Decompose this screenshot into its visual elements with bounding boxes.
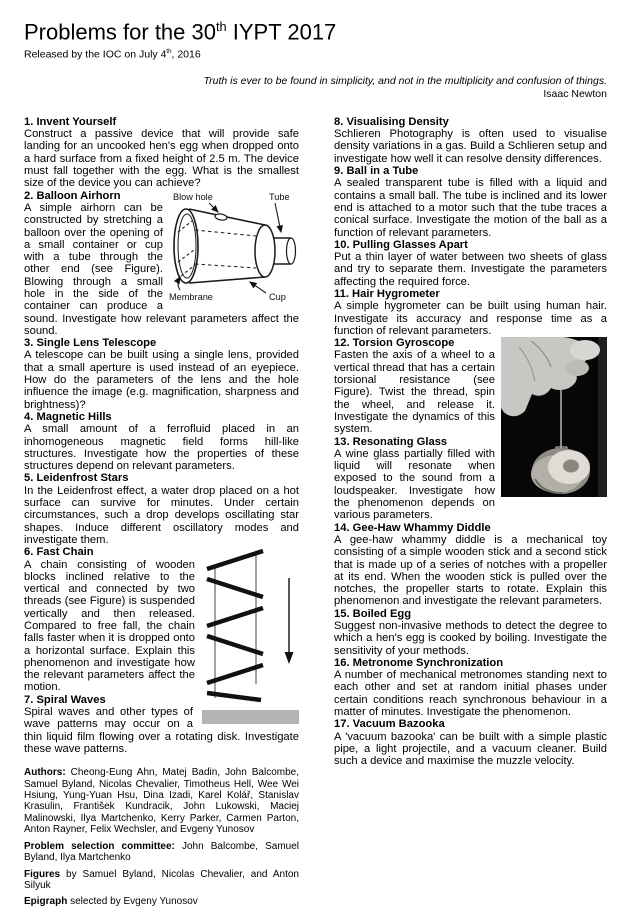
epigraph-quote: Truth is ever to be found in simplicity, and not in the multiplicity and confusion of things. — [203, 74, 607, 87]
credit-epigraph — [24, 896, 299, 907]
problem-17 — [334, 718, 607, 767]
two-column-layout — [24, 116, 607, 913]
problem-10-body: Put a thin layer of water between two sheets of glass and try to separate them. Investigate the parameters affecting the required force. — [334, 251, 607, 288]
problem-2-heading: 2. Balloon Airhorn — [24, 189, 121, 202]
credit-figures-label: Figures — [24, 868, 61, 880]
problem-1-body: Construct a passive device that will provide safe landing for an uncooked hen's egg when dropped onto a hard surface from a fixed height of 2.5 m. The device must fall together with the egg. What is the smallest size of the device you can achieve? — [24, 128, 299, 190]
problem-2 — [24, 190, 299, 338]
problem-16 — [334, 657, 607, 718]
airhorn-label-cup: Cup — [269, 291, 286, 302]
problem-8 — [334, 116, 607, 165]
page-title — [24, 14, 607, 45]
problem-1 — [24, 116, 299, 190]
credit-epigraph-label: Epigraph — [24, 896, 68, 908]
credit-authors-text: Cheong-Eung Ahn, Matej Badin, John Balcombe, Samuel Byland, Nicolas Chevalier, Timotheus Hell, Wee Wei Hsiung, Yung-Yuan Hsu, Dina Izadi, Karel Kolář, Stanislav Krasulin, František Kundracik, John Lukowski, Maciej Malinowski, Ilya Martchenko, Kerry Parker, Carmen Parton, Anton Rayner, Felix Wechsler, and Evgeny Yunosov — [24, 767, 299, 836]
problem-9 — [334, 165, 607, 239]
problem-9-body: A sealed transparent tube is filled with a liquid and contains a small ball. The tube is inclined and its lower end is attached to a motor such that the tube traces a conical surface. Investigate the motion of the ball as a function of relevant parameters. — [334, 177, 607, 239]
problem-8-heading: 8. Visualising Density — [334, 115, 449, 128]
problem-15 — [334, 608, 607, 657]
problem-17-heading: 17. Vacuum Bazooka — [334, 718, 445, 731]
problem-7-body: Spiral waves and other types of wave patterns may occur on a thin liquid film flowing over a rotating disk. Investigate these wave patterns. — [24, 706, 299, 755]
problem-17-body: A 'vacuum bazooka' can be built with a simple plastic pipe, a light projectile, and a vacuum cleaner. Build such a device and maximise the muzzle velocity. — [334, 730, 607, 768]
problem-5-body: In the Leidenfrost effect, a water drop placed on a hot surface can survive for minutes. Under certain circumstances, such a drop develops oscillating star shapes. Induce different oscillatory modes and investigate them. — [24, 484, 299, 546]
credit-epigraph-text: selected by Evgeny Yunosov — [67, 896, 198, 908]
airhorn-label-blow-hole: Blow hole — [173, 191, 213, 202]
problem-4-body: A small amount of a ferrofluid placed in an inhomogeneous magnetic field forms hill-like structures. Investigate how the properties of these structures depend on relevant parameters. — [24, 423, 299, 473]
airhorn-label-tube: Tube — [269, 191, 290, 202]
problem-9-heading: 9. Ball in a Tube — [334, 165, 419, 178]
problem-2-body: A simple airhorn can be constructed by stretching a balloon over the opening of a small container or cup with a tube through the other end (see Figure). Blowing through a small hole in the side of the container can produce a sound. Investigate how relevant parameters affect the sound. — [24, 201, 299, 337]
problem-12 — [334, 337, 607, 435]
credit-figures — [24, 869, 299, 892]
problem-6-heading: 6. Fast Chain — [24, 546, 94, 559]
problem-7-heading: 7. Spiral Waves — [24, 693, 106, 706]
credit-authors-label: Authors: — [24, 767, 66, 779]
problem-13-heading: 13. Resonating Glass — [334, 435, 448, 448]
problem-11-heading: 11. Hair Hygrometer — [334, 287, 440, 300]
credit-committee-text: John Balcombe, Samuel Byland, Ilya Martchenko — [24, 840, 299, 864]
problem-6-body: A chain consisting of wooden blocks inclined relative to the vertical and connected by two threads (see Figure) is suspended vertically and then released. Compared to free fall, the chain falls faster when it is dropped onto a horizontal surface. Explain this phenomenon and investigate how the relevant parameters affect the motion. — [24, 558, 195, 694]
title-text: Problems for the 30 — [24, 19, 216, 45]
credit-committee-label: Problem selection committee: — [24, 840, 175, 852]
problem-10-heading: 10. Pulling Glasses Apart — [334, 238, 468, 251]
arrow-to-cup — [250, 282, 266, 293]
release-superscript: th — [166, 48, 172, 56]
epigraph — [24, 75, 607, 101]
problem-14-heading: 14. Gee-Haw Whammy Diddle — [334, 521, 491, 534]
credit-figures-text: by Samuel Byland, Nicolas Chevalier, and Anton Silyuk — [24, 868, 299, 891]
problem-5 — [24, 472, 299, 546]
release-text-end: , 2016 — [171, 48, 201, 61]
torsion-gyroscope-photo — [501, 337, 607, 497]
problem-7 — [24, 694, 299, 755]
problem-6 — [24, 546, 299, 694]
problem-14-body: A gee-haw whammy diddle is a mechanical toy consisting of a simple wooden stick and a second stick that is made up of a series of notches with a propeller at its end. When the wooden stick is pulled over the notches, the propeller starts to rotate. Explain this phenomenon and investigate the relevant parameters. — [334, 533, 607, 608]
credit-authors — [24, 767, 299, 835]
credits-block — [24, 767, 299, 907]
epigraph-author: Isaac Newton — [543, 87, 607, 100]
title-superscript: th — [215, 19, 227, 34]
problem-3 — [24, 337, 299, 411]
release-line — [24, 48, 607, 61]
airhorn-figure — [169, 190, 299, 301]
problem-4-heading: 4. Magnetic Hills — [24, 410, 112, 423]
credit-committee — [24, 841, 299, 864]
airhorn-label-membrane: Membrane — [169, 291, 213, 302]
problem-15-body: Suggest non-invasive methods to detect the degree to which a hen's egg is cooked by boiling. Investigate the sensitivity of your methods. — [334, 620, 607, 657]
problem-14 — [334, 522, 607, 608]
problem-12-heading: 12. Torsion Gyroscope — [334, 337, 455, 350]
spiral-waves-figure-placeholder — [199, 706, 299, 730]
down-arrow-head — [285, 652, 294, 664]
problem-11-body: A simple hygrometer can be built using human hair. Investigate its accuracy and response time as a function of relevant parameters. — [334, 300, 607, 337]
title-text-end: IYPT 2017 — [226, 19, 337, 45]
problem-8-body: Schlieren Photography is often used to visualise density variations in a gas. Build a Schlieren setup and investigate how well it can resolve density differences. — [334, 128, 607, 165]
problem-5-heading: 5. Leidenfrost Stars — [24, 472, 129, 485]
fast-chain-figure — [201, 546, 299, 701]
problem-3-heading: 3. Single Lens Telescope — [24, 337, 157, 350]
problem-12-body: Fasten the axis of a wheel to a vertical thread that has a certain torsional resistance (see Figure). Twist the thread, spin the wheel, and release it. Investigate the dynamics of this system. — [334, 349, 495, 436]
arrow-to-tube — [275, 203, 281, 232]
right-column — [334, 116, 607, 913]
problem-15-heading: 15. Boiled Egg — [334, 607, 412, 620]
problem-4 — [24, 411, 299, 472]
arrow-to-blow-hole — [209, 203, 218, 212]
problem-16-body: A number of mechanical metronomes standing next to each other and set at random initial phases under certain conditions reach synchronous behaviour in a matter of minutes. Investigate the phenomenon. — [334, 669, 607, 719]
problem-10 — [334, 239, 607, 288]
problem-3-body: A telescope can be built using a single lens, provided that a small aperture is used instead of an eyepiece. How do the parameters of the lens and the hole influence the image (e.g. magnification, sharpness and brightness)? — [24, 349, 299, 411]
problem-1-heading: 1. Invent Yourself — [24, 115, 117, 128]
problem-13-body: A wine glass partially filled with liquid will resonate when exposed to the sound from a loudspeaker. Investigate how the phenomenon depends on various parameters. — [334, 447, 495, 522]
left-column — [24, 116, 299, 913]
gray-bar — [202, 710, 299, 724]
wheel-hub — [563, 460, 579, 473]
problem-16-heading: 16. Metronome Synchronization — [334, 656, 504, 669]
problem-11 — [334, 288, 607, 337]
release-text: Released by the IOC on July 4 — [24, 48, 167, 61]
